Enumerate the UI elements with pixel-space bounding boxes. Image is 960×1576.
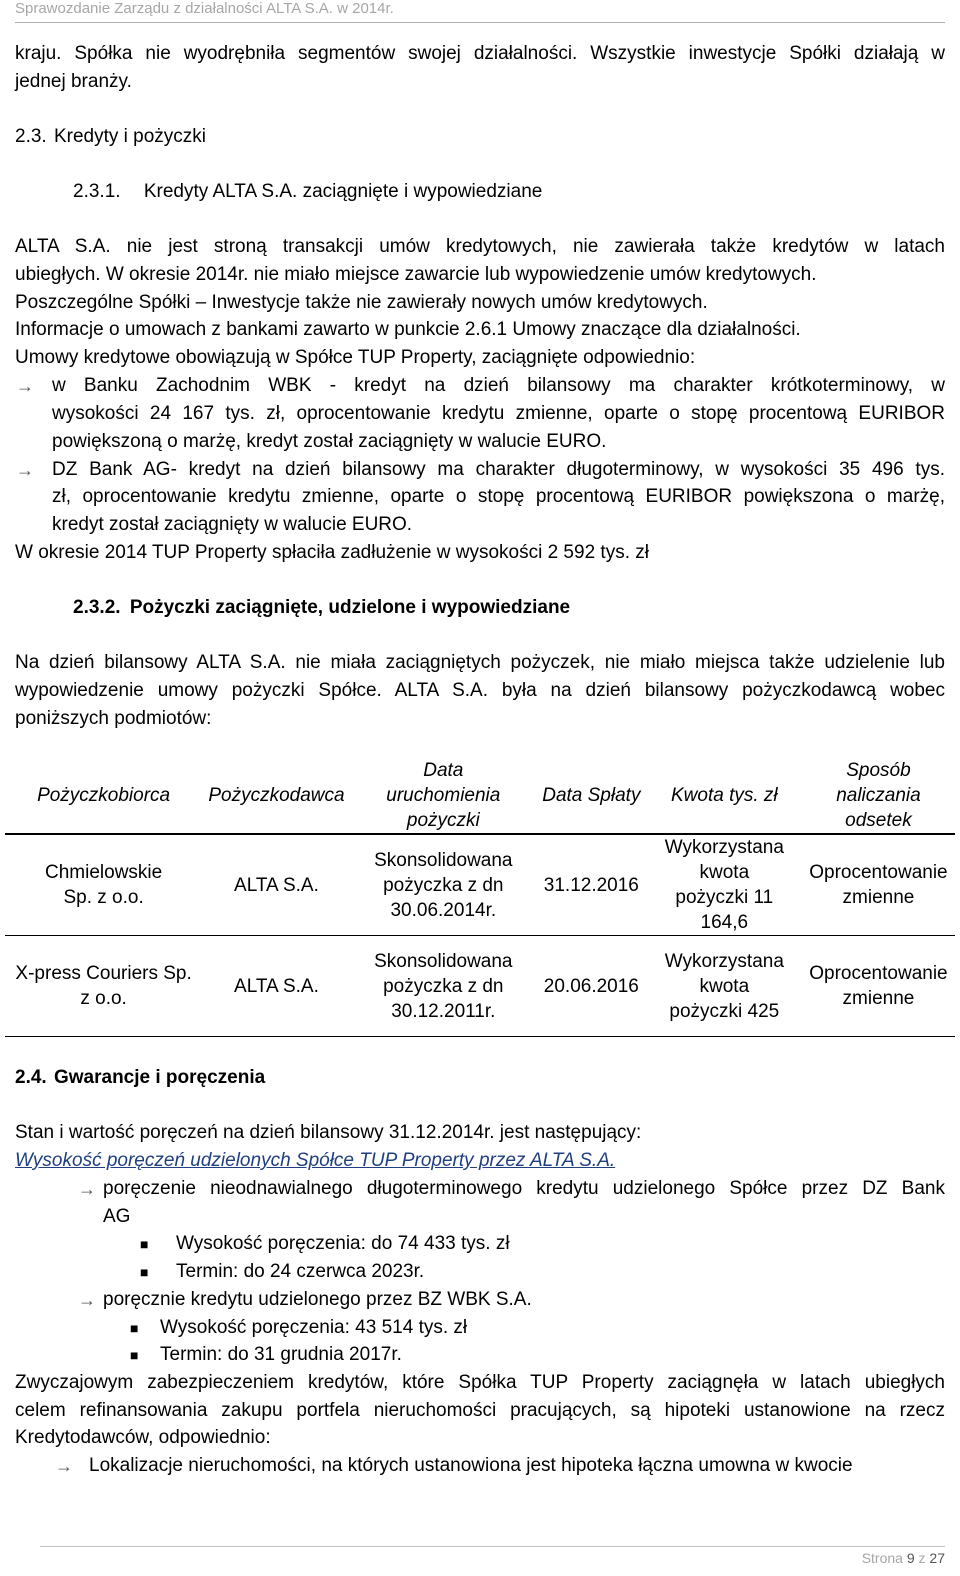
bullet-line: w Banku Zachodnim WBK - kredyt na dzień bilansowy ma charakter krótkoterminowy, w — [52, 375, 945, 396]
bullet-line: poręcznie kredytu udzielonego przez BZ WBK S.A. — [103, 1289, 532, 1310]
paragraph-line: W okresie 2014 TUP Property spłaciła zadłużenie w wysokości 2 592 tys. zł — [15, 542, 649, 563]
table-cell: Oprocentowanie zmienne — [802, 936, 955, 1037]
footer-divider — [40, 1546, 945, 1547]
arrow-bullet-icon: → — [55, 1456, 73, 1476]
bullet-line: wysokości 24 167 tys. zł, oprocentowanie kredytu zmienne, oparte o stopę procentową EURIBOR — [52, 403, 945, 424]
section-number: 2.3.1. — [73, 181, 121, 202]
page-number — [862, 1550, 945, 1566]
column-header: Data Spłaty — [536, 758, 647, 834]
table-cell: Wykorzystana kwota pożyczki 11 164,6 — [647, 834, 802, 936]
section-2-3-heading — [15, 123, 206, 151]
table-cell: 31.12.2016 — [536, 834, 647, 936]
intro-line-2: jednej branży. — [15, 71, 132, 92]
column-header: Pożyczkobiorca — [5, 758, 202, 834]
square-bullet-icon: ■ — [140, 1264, 149, 1280]
arrow-bullet-icon: → — [16, 460, 34, 480]
table-cell: Wykorzystana kwota pożyczki 425 — [647, 936, 802, 1037]
arrow-bullet-icon: → — [78, 1179, 96, 1199]
paragraph-line: Stan i wartość poręczeń na dzień bilansowy 31.12.2014r. jest następujący: — [15, 1122, 642, 1143]
section-title: Pożyczki zaciągnięte, udzielone i wypowiedziane — [129, 597, 571, 618]
bullet-line: Lokalizacje nieruchomości, na których ustanowiona jest hipoteka łączna umowna w kwocie — [89, 1455, 853, 1476]
section-2-4-heading — [15, 1064, 265, 1092]
paragraph-line: wypowiedzenie umowy pożyczki Spółce. ALTA S.A. była na dzień bilansowy pożyczkodawcą wobec — [15, 680, 945, 701]
paragraph-line: Kredytodawców, odpowiednio: — [15, 1427, 271, 1448]
table-cell: 20.06.2016 — [536, 936, 647, 1037]
paragraph-line: ubiegłych. W okresie 2014r. nie miało miejsce zawarcie lub wypowiedzenie umów kredytowych. — [15, 264, 817, 285]
column-header: Sposób naliczania odsetek — [802, 758, 955, 834]
section-title: Gwarancje i poręczenia — [53, 1067, 266, 1088]
square-bullet-icon: ■ — [130, 1320, 139, 1336]
total-pages: 27 — [929, 1550, 945, 1566]
table-cell: ALTA S.A. — [202, 834, 351, 936]
loans-table — [5, 758, 955, 1037]
bullet-line: poręczenie nieodnawialnego długoterminowego kredytu udzielonego Spółce przez DZ Bank — [103, 1178, 945, 1199]
bullet-line: AG — [103, 1206, 131, 1227]
section-number: 2.4. — [15, 1067, 47, 1088]
square-bullet-icon: ■ — [140, 1236, 149, 1252]
header-divider — [15, 22, 945, 23]
column-header: Data uruchomienia pożyczki — [351, 758, 536, 834]
table-cell: Chmielowskie Sp. z o.o. — [5, 834, 202, 936]
bullet-line: powiększoną o marżę, kredyt został zaciągnięty w walucie EURO. — [52, 431, 607, 452]
paragraph-line: poniższych podmiotów: — [15, 708, 212, 729]
table-cell: ALTA S.A. — [202, 936, 351, 1037]
sub-bullet-line: Termin: do 31 grudnia 2017r. — [160, 1344, 402, 1365]
section-2-3-2-heading — [73, 594, 570, 622]
table-header-row — [5, 758, 955, 834]
table-cell: Skonsolidowana pożyczka z dn 30.06.2014r. — [351, 834, 536, 936]
paragraph-line: Informacje o umowach z bankami zawarto w punkcie 2.6.1 Umowy znaczące dla działalności. — [15, 319, 801, 340]
bullet-line: kredyt został zaciągnięty w walucie EURO. — [52, 514, 413, 535]
arrow-bullet-icon: → — [16, 376, 34, 396]
sub-bullet-line: Wysokość poręczenia: 43 514 tys. zł — [160, 1317, 468, 1338]
table-cell: X-press Couriers Sp. z o.o. — [5, 936, 202, 1037]
section-number: 2.3.2. — [73, 597, 121, 618]
page-header-title: Sprawozdanie Zarządu z działalności ALTA S.A. w 2014r. — [15, 0, 394, 17]
square-bullet-icon: ■ — [130, 1347, 139, 1363]
current-page: 9 — [906, 1550, 915, 1566]
column-header: Kwota tys. zł — [647, 758, 802, 834]
paragraph-line: ALTA S.A. nie jest stroną transakcji umów kredytowych, nie zawierała także kredytów w latach — [15, 236, 945, 257]
page-label: Strona — [861, 1550, 903, 1566]
bullet-line: zł, oprocentowanie kredytu zmienne, oparte o stopę procentową EURIBOR powiększona o marżę, — [52, 486, 945, 507]
paragraph-line: Zwyczajowym zabezpieczeniem kredytów, które Spółka TUP Property zaciągnęła w latach ubiegłych — [15, 1372, 945, 1393]
section-title: Kredyty i pożyczki — [53, 126, 207, 147]
paragraph-line: Na dzień bilansowy ALTA S.A. nie miała zaciągniętych pożyczek, nie miało miejsca także udzielenie lub — [15, 652, 945, 673]
sub-bullet-line: Termin: do 24 czerwca 2023r. — [176, 1261, 425, 1282]
sub-bullet-line: Wysokość poręczenia: do 74 433 tys. zł — [176, 1233, 510, 1254]
bullet-line: DZ Bank AG- kredyt na dzień bilansowy ma charakter długoterminowy, w wysokości 35 496 tys. — [52, 459, 945, 480]
section-2-3-1-heading — [73, 178, 542, 206]
paragraph-line: celem refinansowania zakupu portfela nieruchomości pracujących, są hipoteki ustanowione na rzecz — [15, 1400, 945, 1421]
arrow-bullet-icon: → — [78, 1290, 96, 1310]
table-cell: Oprocentowanie zmienne — [802, 834, 955, 936]
guarantees-link[interactable]: Wysokość poręczeń udzielonych Spółce TUP Property przez ALTA S.A. — [15, 1150, 616, 1171]
column-header: Pożyczkodawca — [202, 758, 351, 834]
section-number: 2.3. — [15, 126, 47, 147]
page-separator: z — [918, 1550, 926, 1566]
paragraph-line: Umowy kredytowe obowiązują w Spółce TUP Property, zaciągnięte odpowiednio: — [15, 347, 696, 368]
table-row — [5, 834, 955, 936]
intro-line-1: kraju. Spółka nie wyodrębniła segmentów swojej działalności. Wszystkie inwestycje Spółki działają w — [15, 43, 945, 64]
table-row — [5, 936, 955, 1037]
paragraph-line: Poszczególne Spółki – Inwestycje także nie zawierały nowych umów kredytowych. — [15, 292, 708, 313]
table-cell: Skonsolidowana pożyczka z dn 30.12.2011r. — [351, 936, 536, 1037]
section-title: Kredyty ALTA S.A. zaciągnięte i wypowiedziane — [143, 181, 543, 202]
